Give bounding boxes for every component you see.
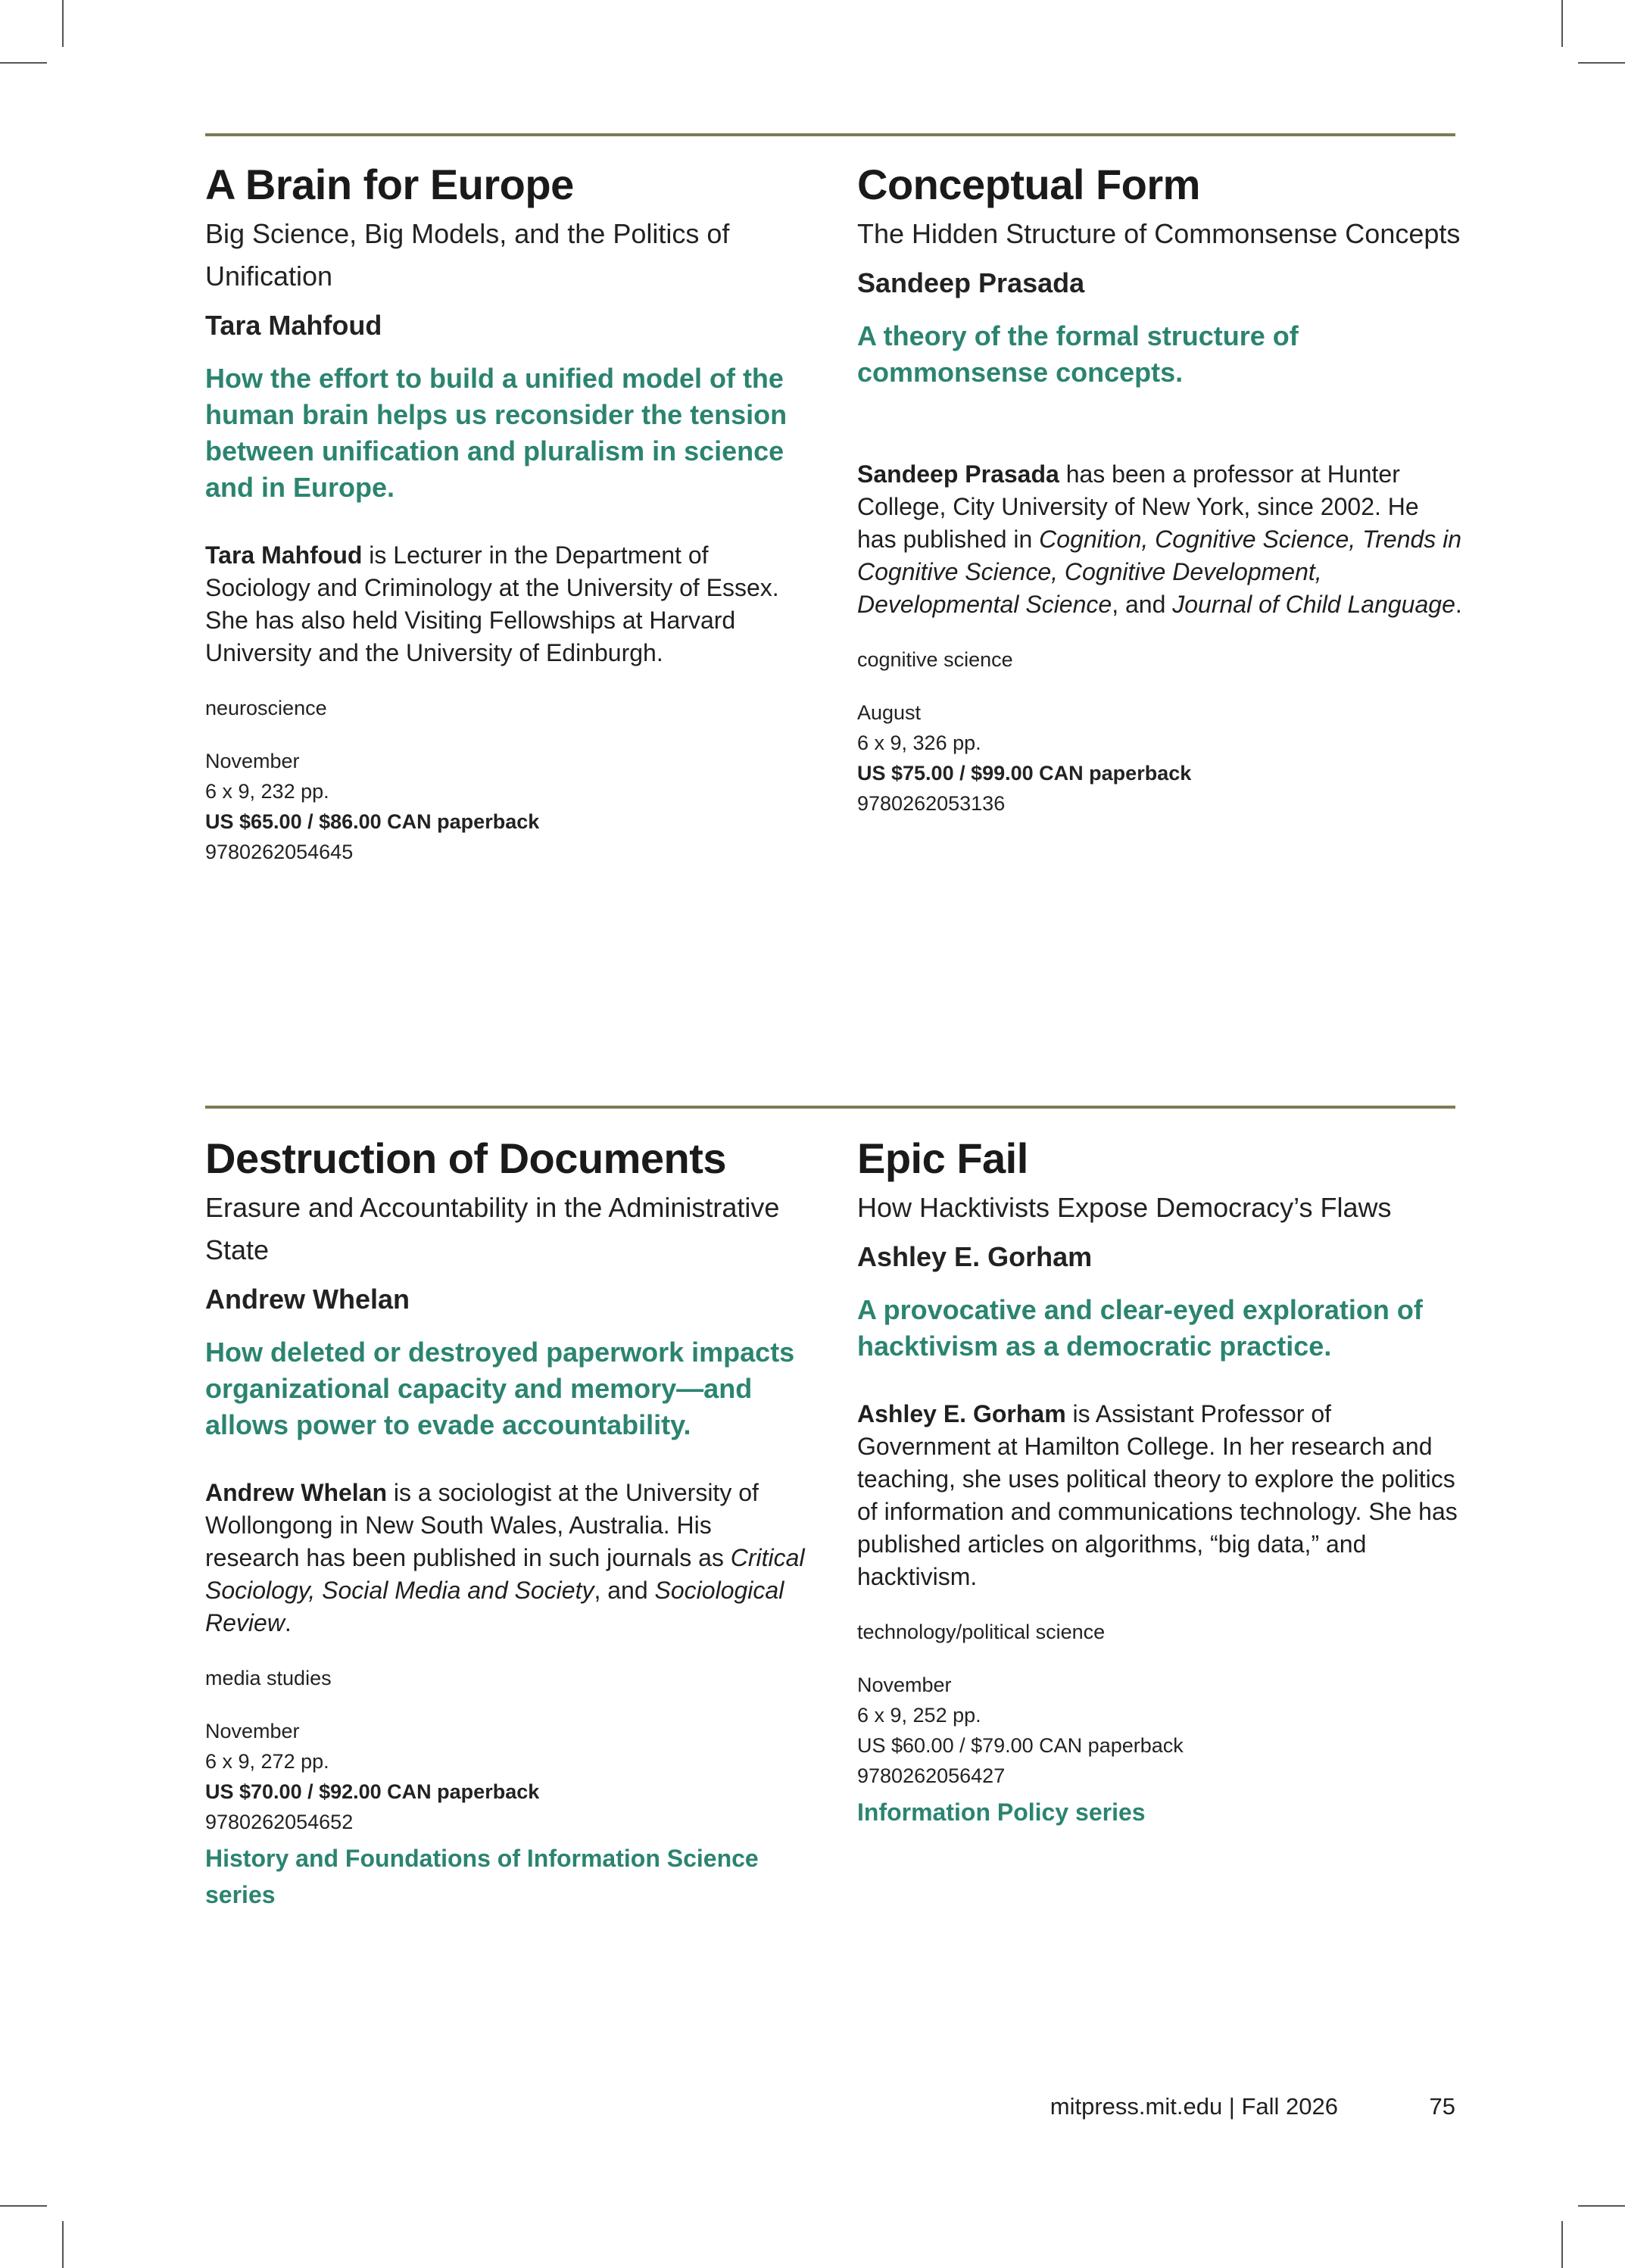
pub-month: November bbox=[857, 1674, 952, 1697]
bio-author-name: Andrew Whelan bbox=[205, 1478, 388, 1506]
book-entry-brain-for-europe bbox=[205, 159, 811, 867]
bio-author-name: Tara Mahfoud bbox=[205, 541, 363, 569]
crop-mark bbox=[1578, 62, 1625, 64]
bio-journals: Critical Sociology, Social Media and Society bbox=[205, 1543, 805, 1604]
bio-text: . bbox=[1455, 590, 1462, 618]
book-title: Conceptual Form bbox=[857, 161, 1200, 208]
book-isbn: 9780262054652 bbox=[205, 1811, 354, 1834]
book-format: 6 x 9, 326 pp. bbox=[857, 732, 981, 755]
book-isbn: 9780262054645 bbox=[205, 841, 354, 864]
bio-author-name: Ashley E. Gorham bbox=[857, 1399, 1066, 1427]
bio-text: . bbox=[284, 1608, 292, 1636]
bio-journal: Journal of Child Language bbox=[1172, 590, 1455, 618]
book-title: Epic Fail bbox=[857, 1134, 1028, 1182]
book-entry-conceptual-form bbox=[857, 159, 1463, 819]
book-tagline: A provocative and clear-eyed exploration of hacktivism as a democratic practice. bbox=[857, 1293, 1423, 1362]
book-author: Ashley E. Gorham bbox=[857, 1241, 1093, 1273]
author-bio bbox=[857, 1398, 1463, 1593]
book-price: US $70.00 / $92.00 CAN paperback bbox=[205, 1780, 540, 1804]
crop-mark bbox=[62, 0, 64, 47]
crop-mark bbox=[1561, 0, 1563, 47]
book-subject: media studies bbox=[205, 1666, 332, 1689]
book-specs bbox=[857, 697, 1463, 819]
page-footer bbox=[833, 2093, 1455, 2131]
crop-mark bbox=[1561, 2221, 1563, 2268]
book-subtitle: Erasure and Accountability in the Administrative State bbox=[205, 1192, 780, 1266]
book-series: History and Foundations of Information Science series bbox=[205, 1845, 759, 1909]
book-author: Andrew Whelan bbox=[205, 1284, 410, 1315]
page-number: 75 bbox=[1429, 2093, 1455, 2120]
book-price: US $75.00 / $99.00 CAN paperback bbox=[857, 762, 1192, 785]
crop-mark bbox=[62, 2221, 64, 2268]
book-isbn: 9780262056427 bbox=[857, 1764, 1006, 1788]
book-subtitle: How Hacktivists Expose Democracy’s Flaws bbox=[857, 1192, 1392, 1224]
book-subtitle: Big Science, Big Models, and the Politics of Unification bbox=[205, 218, 730, 292]
bio-text: has been a professor at Hunter College, City University of New York, since 2002. He has published in bbox=[857, 460, 1419, 553]
crop-mark bbox=[0, 62, 47, 64]
section-rule-top bbox=[205, 133, 1455, 136]
book-specs bbox=[205, 1716, 811, 1837]
bio-text: , and bbox=[1112, 590, 1173, 618]
book-specs bbox=[857, 1670, 1463, 1791]
book-subtitle: The Hidden Structure of Commonsense Concepts bbox=[857, 218, 1461, 250]
author-bio bbox=[205, 539, 811, 669]
book-entry-epic-fail bbox=[857, 1133, 1463, 1830]
bio-author-name: Sandeep Prasada bbox=[857, 460, 1059, 488]
book-tagline: How the effort to build a unified model of the human brain helps us reconsider the tension between unification and pluralism in science and in Europe. bbox=[205, 362, 788, 503]
book-price: US $65.00 / $86.00 CAN paperback bbox=[205, 810, 540, 834]
crop-mark bbox=[0, 2205, 47, 2207]
bio-text: is a sociologist at the University of Wollongong in New South Wales, Australia. His research has been published in such journals as bbox=[205, 1478, 759, 1571]
pub-month: August bbox=[857, 701, 922, 725]
book-title: Destruction of Documents bbox=[205, 1134, 727, 1182]
pub-month: November bbox=[205, 750, 300, 773]
author-bio bbox=[205, 1477, 811, 1639]
book-isbn: 9780262053136 bbox=[857, 792, 1006, 816]
book-format: 6 x 9, 252 pp. bbox=[857, 1704, 981, 1727]
book-subject: neuroscience bbox=[205, 696, 327, 719]
book-subject: cognitive science bbox=[857, 647, 1013, 671]
book-entry-destruction-of-documents bbox=[205, 1133, 811, 1913]
bio-text: is Lecturer in the Department of Sociology and Criminology at the University of Essex. She has also held Visiting Fellowships at Harvard University and the University of Edinburgh. bbox=[205, 541, 779, 666]
section-rule-middle bbox=[205, 1106, 1455, 1109]
crop-mark bbox=[1578, 2205, 1625, 2207]
book-tagline: A theory of the formal structure of commonsense concepts. bbox=[857, 320, 1299, 388]
book-tagline: How deleted or destroyed paperwork impacts organizational capacity and memory—and allows power to evade accountability. bbox=[205, 1336, 795, 1440]
book-price: US $60.00 / $79.00 CAN paperback bbox=[857, 1734, 1184, 1758]
book-subject: technology/political science bbox=[857, 1620, 1106, 1643]
book-title: A Brain for Europe bbox=[205, 161, 574, 208]
bio-text: is Assistant Professor of Government at Hamilton College. In her research and teaching, she uses political theory to explore the politics of information and communications technology. She has published articles on algorithms, “big data,” and hacktivism. bbox=[857, 1399, 1458, 1590]
author-bio bbox=[857, 458, 1463, 621]
bio-journals: Cognition, Cognitive Science, Trends in Cognitive Science, Cognitive Development, Developmental Science bbox=[857, 525, 1462, 618]
book-format: 6 x 9, 232 pp. bbox=[205, 780, 329, 803]
book-author: Sandeep Prasada bbox=[857, 267, 1085, 299]
book-series: Information Policy series bbox=[857, 1798, 1146, 1827]
bio-text: , and bbox=[594, 1576, 655, 1604]
bio-journal: Sociological Review bbox=[205, 1576, 784, 1636]
book-specs bbox=[205, 746, 811, 867]
footer-site: mitpress.mit.edu | Fall 2026 bbox=[1050, 2093, 1338, 2120]
pub-month: November bbox=[205, 1720, 300, 1743]
book-author: Tara Mahfoud bbox=[205, 310, 382, 342]
book-format: 6 x 9, 272 pp. bbox=[205, 1750, 329, 1774]
